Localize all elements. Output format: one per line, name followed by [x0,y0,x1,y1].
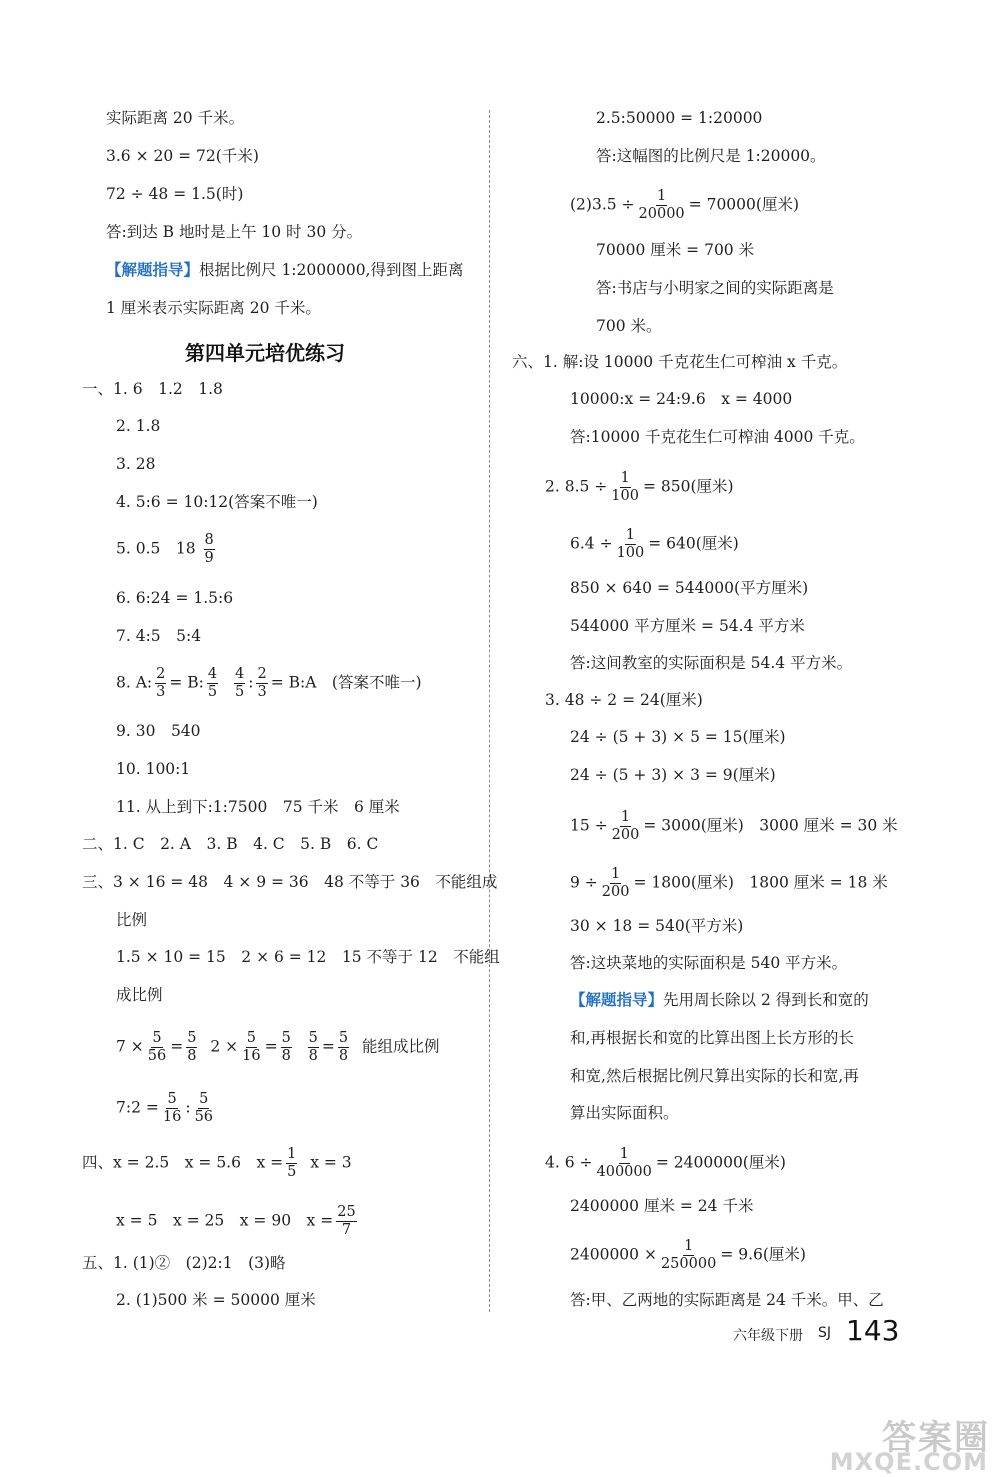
denominator: 8 [338,1048,349,1064]
numerator: 5 [187,1030,197,1046]
answer-line: 70000 厘米 = 700 米 [596,241,755,259]
answer-line [116,666,422,701]
text-line: 答:到达 B 地时是上午 10 时 30 分。 [106,223,363,241]
numerator: 1 [611,866,621,882]
answer-line: 答:甲、乙两地的实际距离是 24 千米。甲、乙 [570,1291,884,1309]
answer-line: 3. 28 [116,455,156,473]
text-line: 和宽,然后根据比例尺算出实际的长和宽,再 [570,1067,859,1085]
answer-line: 10000:x = 24:9.6 x = 4000 [570,390,793,408]
fraction [155,666,166,701]
fraction [286,1146,297,1181]
denominator: 9 [204,550,214,566]
fraction [638,188,686,223]
answer-line: 一、1. 6 1.2 1.8 [82,380,223,398]
text: 6.4 ÷ [570,534,613,553]
answer-line: 6. 6:24 = 1.5:6 [116,589,234,607]
answer-line: 2.5:50000 = 1:20000 [596,109,763,127]
text-line: 3.6 × 20 = 72(千米) [106,147,259,165]
numerator: 25 [337,1204,356,1220]
numerator: 4 [207,666,218,682]
text: 4. 6 ÷ [545,1153,593,1172]
text-line: 和,再根据长和宽的比算出图上长方形的长 [570,1029,854,1047]
answer-line: 五、1. (1)② (2)2:1 (3)略 [82,1254,286,1272]
answer-line: 答:书店与小明家之间的实际距离是 [596,279,834,297]
answer-line: 答:这块菜地的实际面积是 540 平方米。 [570,954,848,972]
numerator: 2 [156,666,166,682]
denominator: 20000 [638,206,685,222]
answer-line: 2400000 厘米 = 24 千米 [570,1197,754,1215]
answer-line: 3. 48 ÷ 2 = 24(厘米) [545,691,703,709]
text-line: 72 ÷ 48 = 1.5(时) [106,185,244,203]
text: 15 ÷ [570,816,608,835]
text: 2. 8.5 ÷ [545,477,608,496]
denominator: 5 [287,1164,297,1180]
fraction [207,666,218,701]
answer-line: 9. 30 540 [116,722,201,740]
text: 四、x = 2.5 x = 5.6 x = [82,1153,284,1172]
answer-line [570,1238,806,1273]
text: = [170,1037,184,1056]
text: 2400000 × [570,1245,657,1264]
numerator: 2 [257,666,267,682]
text: x = 3 [310,1153,352,1172]
answer-line [82,1146,352,1181]
answer-line [116,1204,360,1239]
denominator: 200 [611,827,640,843]
fraction [256,666,267,701]
answer-line [570,188,799,223]
page-number: 143 [846,1314,900,1347]
numerator: 5 [199,1091,209,1107]
section-heading: 第四单元培优练习 [185,341,345,365]
answer-line [116,1091,217,1126]
answer-line: 2. (1)500 米 = 50000 厘米 [116,1291,316,1309]
text: 能组成比例 [361,1037,440,1056]
watermark-logo: 答案圈 [882,1418,990,1458]
numerator: 1 [287,1146,297,1162]
answer-line: 24 ÷ (5 + 3) × 5 = 15(厘米) [570,728,786,746]
watermark-url: MXQE.COM [829,1448,988,1476]
denominator: 8 [187,1048,197,1064]
answer-line: 答:这幅图的比例尺是 1:20000。 [596,147,826,165]
text: = [321,1037,335,1056]
text: = 2400000(厘米) [655,1153,786,1172]
fraction [162,1091,182,1126]
denominator: 5 [207,684,218,700]
numerator: 1 [620,809,631,825]
denominator: 56 [147,1048,167,1064]
answer-line: 1.5 × 10 = 15 2 × 6 = 12 15 不等于 12 不能组 [116,948,500,966]
answer-line: 三、3 × 16 = 48 4 × 9 = 36 48 不等于 36 不能组成 [82,873,498,891]
fraction [660,1238,717,1273]
answer-line: 30 × 18 = 540(平方米) [570,917,744,935]
denominator: 250000 [660,1256,717,1272]
numerator: 1 [620,470,630,486]
denominator: 16 [242,1048,261,1064]
fraction [308,1030,319,1065]
numerator: 5 [152,1030,162,1046]
text: = 850(厘米) [642,477,734,496]
column-divider [489,110,490,1312]
denominator: 7 [341,1222,352,1238]
denominator: 3 [156,684,166,700]
solution-tip [106,260,464,280]
fraction [186,1030,197,1065]
answer-line: 850 × 640 = 544000(平方厘米) [570,579,809,597]
text: (2)3.5 ÷ [570,195,635,214]
denominator: 200 [601,884,630,900]
grade-label: 六年级下册 [733,1328,803,1344]
text: = 1800(厘米) 1800 厘米 = 18 米 [633,873,888,892]
fraction [241,1030,261,1065]
fraction [601,866,631,901]
answer-line: 比例 [116,911,148,929]
numerator: 8 [204,532,214,548]
fraction [616,527,646,562]
solution-tip [570,990,869,1010]
text-line: 1 厘米表示实际距离 20 千米。 [106,299,321,317]
answer-line [570,866,888,901]
text: 7 × [116,1037,144,1056]
denominator: 8 [308,1048,318,1064]
tip-label: 【解题指导】 [106,261,200,279]
text: x = 5 x = 25 x = 90 x = [116,1211,334,1230]
edition-code: SJ [818,1325,832,1341]
answer-line: 544000 平方厘米 = 54.4 平方米 [570,617,805,635]
fraction [281,1030,292,1065]
tip-text: 根据比例尺 1:2000000,得到图上距离 [199,261,464,279]
denominator: 100 [616,545,645,561]
answer-line: 二、1. C 2. A 3. B 4. C 5. B 6. C [82,835,379,853]
text: = B:A (答案不唯一) [270,673,422,692]
denominator: 5 [235,684,245,700]
denominator: 16 [162,1109,182,1125]
fraction [147,1030,167,1065]
numerator: 5 [246,1030,256,1046]
answer-line [116,1030,440,1065]
numerator: 4 [235,666,245,682]
denominator: 3 [257,684,267,700]
text: = 9.6(厘米) [720,1245,806,1264]
fraction [596,1146,653,1181]
text-line: 实际距离 20 千米。 [106,109,245,127]
text: 8. A: [116,673,153,692]
answer-line: 10. 100:1 [116,760,191,778]
text-line: 算出实际面积。 [570,1104,679,1122]
denominator: 100 [611,488,639,504]
answer-line: 24 ÷ (5 + 3) × 3 = 9(厘米) [570,766,776,784]
answer-line: 11. 从上到下:1:7500 75 千米 6 厘米 [116,798,400,816]
text: = [264,1037,278,1056]
answer-line [116,532,218,567]
answer-line: 2. 1.8 [116,417,161,435]
fraction [204,532,215,567]
text: 7:2 = [116,1098,159,1117]
numerator: 5 [167,1091,177,1107]
fraction [610,470,640,505]
text: = B: [169,673,204,692]
fraction [194,1091,214,1126]
tip-text: 先用周长除以 2 得到长和宽的 [663,991,869,1009]
fraction [338,1030,349,1065]
fraction [336,1204,356,1239]
denominator: 400000 [596,1164,652,1180]
denominator: 56 [194,1109,214,1125]
fraction [234,666,245,701]
numerator: 1 [619,1146,629,1162]
answer-line [570,527,739,562]
text: 5. 0.5 18 [116,539,196,558]
answer-line: 成比例 [116,986,163,1004]
numerator: 1 [656,188,667,204]
answer-line [570,809,898,844]
answer-line: 4. 5:6 = 10:12(答案不唯一) [116,493,318,511]
numerator: 1 [625,527,636,543]
answer-line [545,1146,786,1181]
text: 9 ÷ [570,873,598,892]
answer-line: 7. 4:5 5:4 [116,627,202,645]
text: = 3000(厘米) 3000 厘米 = 30 米 [643,816,898,835]
tip-label: 【解题指导】 [570,991,664,1009]
text: = 640(厘米) [648,534,739,553]
text: : [185,1098,191,1117]
answer-line: 答:这间教室的实际面积是 54.4 平方米。 [570,654,853,672]
numerator: 5 [281,1030,291,1046]
numerator: 1 [684,1238,694,1254]
text: = 70000(厘米) [688,195,799,214]
answer-line: 六、1. 解:设 10000 千克花生仁可榨油 x 千克。 [512,353,848,371]
answer-line: 700 米。 [596,317,662,335]
numerator: 5 [338,1030,349,1046]
text: : [248,673,254,692]
answer-line [545,470,734,505]
answer-line: 答:10000 千克花生仁可榨油 4000 千克。 [570,428,865,446]
text: 2 × [210,1037,239,1056]
denominator: 8 [281,1048,291,1064]
numerator: 5 [308,1030,318,1046]
fraction [611,809,641,844]
